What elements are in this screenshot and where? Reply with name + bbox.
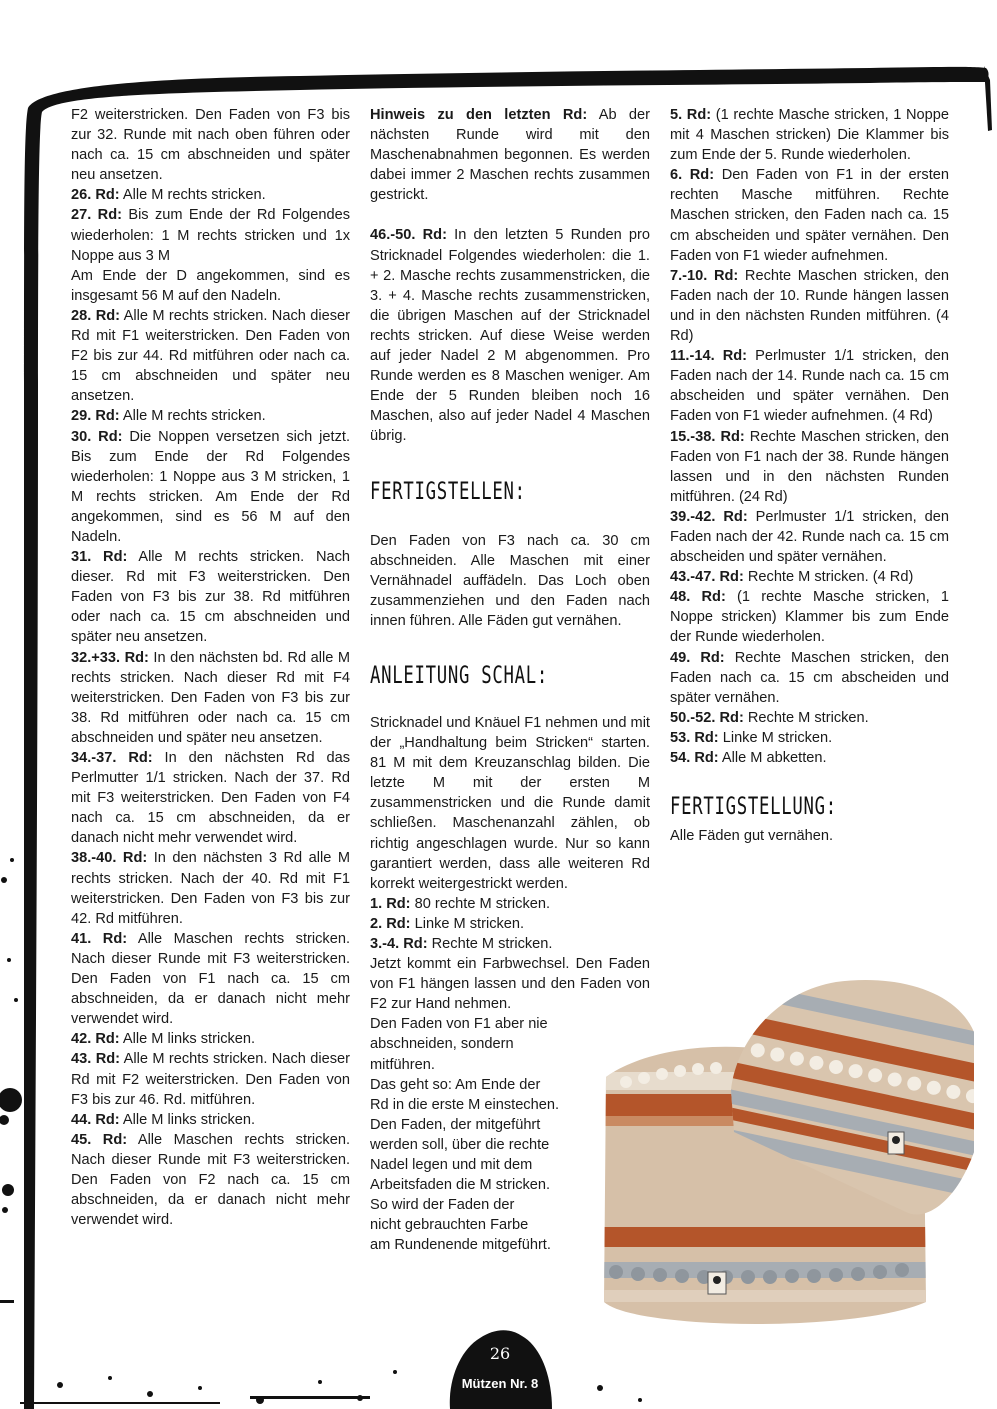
round-instruction: 7.-10. Rd: Rechte Maschen stricken, den Faden nach der 10. Runde hängen lassen und in den nächsten Runden mitführen. (4 Rd) <box>670 267 950 345</box>
text-line: Den Faden von F1 aber nie <box>370 1016 548 1033</box>
row-label: 7.-10. Rd: <box>670 267 739 284</box>
instruction-paragraph: 31. Rd: Alle M rechts stricken. Nach dieser. Rd mit F3 weiterstricken. Den Faden von F3 bis zur 38. Rd mitführen oder nach ca. 15 cm abschneiden und später neu ansetzen. <box>71 549 351 646</box>
round-instruction: 1. Rd: 80 rechte M stricken. <box>370 895 551 912</box>
instruction-paragraph: 27. Rd: Bis zum Ende der Rd Folgendes wiederholen: 1 M rechts stricken und 1x Noppe aus 3 M <box>71 207 350 264</box>
instruction-paragraph: 28. Rd: Alle M rechts stricken. Nach dieser Rd mit F1 weiterstricken. Den Faden von F2 bis zur 44. Rd mitführen oder nach ca. 15 cm abschneiden und später neu ansetzen. <box>71 307 351 405</box>
magazine-title: Mützen Nr. 8 <box>461 1376 539 1391</box>
round-instruction: 5. Rd: (1 rechte Masche stricken, 1 Noppe mit 4 Maschen stricken) Die Klammer bis zum Ende der 5. Runde wiederholen. <box>670 107 949 164</box>
row-label: 28. Rd: <box>71 307 121 324</box>
instruction-paragraph: 45. Rd: Alle Maschen rechts stricken. Nach dieser Runde mit F3 weiterstricken. Den Faden von F2 nach ca. 15 cm abschneiden, da er danach nicht mehr verwendet wird. <box>71 1131 351 1229</box>
row-label: 29. Rd: <box>71 408 120 425</box>
round-instruction: 54. Rd: Alle M abketten. <box>670 750 827 766</box>
row-label: 43. Rd: <box>71 1051 121 1068</box>
round-instruction: 39.-42. Rd: Perlmuster 1/1 stricken, den Faden nach der 42. Runde nach ca. 15 cm abscheiden und später vernähen. <box>670 508 949 566</box>
instruction-paragraph: 26. Rd: Alle M rechts stricken. <box>71 187 266 204</box>
text-line: mitführen. <box>370 1056 435 1073</box>
round-instruction: 11.-14. Rd: Perlmuster 1/1 stricken, den Faden nach der 14. Runde nach ca. 15 cm abscheiden und später vernähen. Den Faden von F1 wieder aufnehmen. (4 Rd) <box>670 348 950 425</box>
row-label: 43.-47. Rd: <box>670 569 744 586</box>
fertigstellen-text: Den Faden von F3 nach ca. 30 cm abschneiden. Alle Maschen mit einer Vernähnadel auffädeln. Das Loch oben zusammenziehen und den Faden nach innen führen. Alle Fäden gut vernähen. <box>370 532 650 629</box>
row-label: 49. Rd: <box>670 649 725 666</box>
text-line: Arbeitsfaden die M stricken. <box>370 1177 551 1194</box>
row-label: 27. Rd: <box>71 207 122 224</box>
instruction-paragraph: 34.-37. Rd: In den nächsten Rd das Perlmutter 1/1 stricken. Nach der 37. Rd mit F3 weiterstricken. Den Faden von F4 nach ca. 15 cm abschneiden, da er danach nicht mehr verwendet wird. <box>71 750 350 847</box>
row-label: 32.+33. Rd: <box>71 649 149 666</box>
row-label: 1. Rd: <box>370 895 411 912</box>
round-instruction: 43.-47. Rd: Rechte M stricken. (4 Rd) <box>670 569 914 586</box>
row-label: 42. Rd: <box>71 1031 120 1048</box>
column-left <box>71 105 350 1230</box>
schal-intro: Stricknadel und Knäuel F1 nehmen und mit der „Handhaltung beim Stricken“ starten. 81 M mit dem Kreuzanschlag bilden. Die letzte M mit der ersten M zusammenstricken und die Runde damit schließen. Maschenanzahl zählen, ob richtig angeschlagen wurde. Nur so kann garantiert werden, dass alle weiteren Rd korrekt weitergestrickt werden. <box>370 714 650 892</box>
heading-anleitung-schal: ANLEITUNG SCHAL: <box>370 660 548 689</box>
text-line: nicht gebrauchten Farbe <box>370 1217 529 1234</box>
row-label: 39.-42. Rd: <box>670 508 748 525</box>
round-instruction: 15.-38. Rd: Rechte Maschen stricken, den Faden von F1 nach der 38. Runde hängen lassen und in den nächsten Runden mitführen. (24 Rd) <box>670 428 950 505</box>
round-instruction: 2. Rd: Linke M stricken. <box>370 915 525 932</box>
row-label: 34.-37. Rd: <box>71 750 153 766</box>
row-label: 50.-52. Rd: <box>670 709 744 726</box>
heading-fertigstellung: FERTIGSTELLUNG: <box>670 792 837 821</box>
instruction-paragraph: 44. Rd: Alle M links stricken. <box>71 1111 256 1128</box>
footer-badge <box>440 1320 560 1409</box>
instruction-paragraph: 30. Rd: Die Noppen versetzen sich jetzt. Bis zum Ende der Rd Folgendes wiederholen: 1 Noppe aus 3 M stricken, 1 M rechts stricken. Am Ende der Rd angekommen, sind es 56 M auf den Nadeln. <box>71 428 351 545</box>
instruction-paragraph: 43. Rd: Alle M rechts stricken. Nach dieser Rd mit F2 weiterstricken. Den Faden von F3 bis zur 46. Rd. mitführen. <box>71 1051 351 1108</box>
knitted-hat-scarf-photo <box>586 972 986 1332</box>
heading-fertigstellen: FERTIGSTELLEN: <box>370 476 526 505</box>
text-line: Den Faden, der mitgeführt <box>370 1116 541 1133</box>
row-label: 30. Rd: <box>71 428 123 445</box>
row-label: 41. Rd: <box>71 930 128 947</box>
column-right <box>670 105 949 846</box>
fertigstellung-text: Alle Fäden gut vernähen. <box>670 828 834 845</box>
text-line: abschneiden, sondern <box>370 1036 514 1053</box>
row-label: 45. Rd: <box>71 1131 128 1148</box>
row-label: 38.-40. Rd: <box>71 850 148 867</box>
round-instruction: 3.-4. Rd: Rechte M stricken. <box>370 936 553 952</box>
round-instruction: 48. Rd: (1 rechte Masche stricken, 1 Noppe stricken) Klammer bis zum Ende der Runde wiederholen. <box>670 589 949 646</box>
instruction-paragraph: Am Ende der D angekommen, sind es insgesamt 56 M auf den Nadeln. <box>71 267 350 304</box>
row-label: 54. Rd: <box>670 750 719 766</box>
row-label: 44. Rd: <box>71 1111 120 1128</box>
instruction-paragraph: 41. Rd: Alle Maschen rechts stricken. Nach dieser Runde mit F3 weiterstricken. Den Faden von F1 nach ca. 15 cm abschneiden, da er danach nicht mehr verwendet wird. <box>71 930 351 1028</box>
rd-46-50-paragraph: 46.-50. Rd: In den letzten 5 Runden pro Stricknadel Folgendes wiederholen: die 1. + 2. Masche rechts zusammenstricken, die 3. + 4. Masche rechts zusammenstricken, die übrigen Maschen auf der Stricknadel rechts stricken. Auf diese Weise werden auf jeder Nadel 2 M abgenommen. Pro Runde werden es 8 Maschen weniger. Am Ende der 5 Runden bleiben noch 16 Maschen, also auf jeder Nadel 4 Maschen übrig. <box>370 227 650 445</box>
round-instruction: 6. Rd: Den Faden von F1 in der ersten rechten Masche mitführen. Rechte Maschen stricken, den Faden nach ca. 15 cm abscheiden und später vernähen. Den Faden von F1 wieder aufnehmen. <box>670 167 950 264</box>
instruction-paragraph: 38.-40. Rd: In den nächsten 3 Rd alle M rechts stricken. Nach der 40. Rd mit F1 weiterstricken. Den Faden von F3 bis zur 42. Rd mitführen. <box>71 850 350 927</box>
hinweis-paragraph: Hinweis zu den letzten Rd: Ab der nächsten Runde wird mit den Maschenabnahmen begonnen. Es werden dabei immer 2 Maschen rechts zusammen gestrickt. <box>370 107 650 204</box>
round-instruction: 50.-52. Rd: Rechte M stricken. <box>670 709 869 726</box>
instruction-paragraph: 42. Rd: Alle M links stricken. <box>71 1031 256 1048</box>
row-label: 2. Rd: <box>370 915 411 932</box>
round-instruction: 49. Rd: Rechte Maschen stricken, den Faden nach ca. 15 cm abscheiden und später vernähen. <box>670 649 950 706</box>
instruction-paragraph: F2 weiterstricken. Den Faden von F3 bis zur 32. Runde mit nach oben führen oder nach ca. 15 cm abschneiden und später neu ansetzen. <box>71 107 350 184</box>
text-line: am Rundenende mitgeführt. <box>370 1237 551 1254</box>
row-label: 26. Rd: <box>71 187 120 204</box>
row-label: 11.-14. Rd: <box>670 348 748 365</box>
text-line: Das geht so: Am Ende der <box>370 1076 541 1093</box>
row-label: 15.-38. Rd: <box>670 428 745 445</box>
page-number: 26 <box>489 1344 511 1363</box>
row-label: 5. Rd: <box>670 107 712 123</box>
row-label: 31. Rd: <box>71 549 128 566</box>
text-line: werden soll, über die rechte <box>370 1136 550 1153</box>
instruction-paragraph: 29. Rd: Alle M rechts stricken. <box>71 408 266 425</box>
row-label: 48. Rd: <box>670 589 726 606</box>
text-line: Nadel legen und mit dem <box>370 1157 533 1174</box>
row-label: 3.-4. Rd: <box>370 936 428 952</box>
round-instruction: 53. Rd: Linke M stricken. <box>670 729 833 746</box>
row-label: 6. Rd: <box>670 167 715 184</box>
farbwechsel-text: Jetzt kommt ein Farbwechsel. Den Faden von F1 hängen lassen und den Faden von F2 zur Hand nehmen. <box>370 956 650 1013</box>
text-line: Rd in die erste M einstechen. <box>370 1096 560 1113</box>
row-label: 53. Rd: <box>670 729 719 746</box>
text-line: So wird der Faden der <box>370 1197 515 1214</box>
instruction-paragraph: 32.+33. Rd: In den nächsten bd. Rd alle M rechts stricken. Nach dieser Rd mit F4 weiterstricken. Den Faden von F3 bis zur 38. Rd mitführen oder nach ca. 15 cm abschneiden und später neu ansetzen. <box>71 649 351 746</box>
